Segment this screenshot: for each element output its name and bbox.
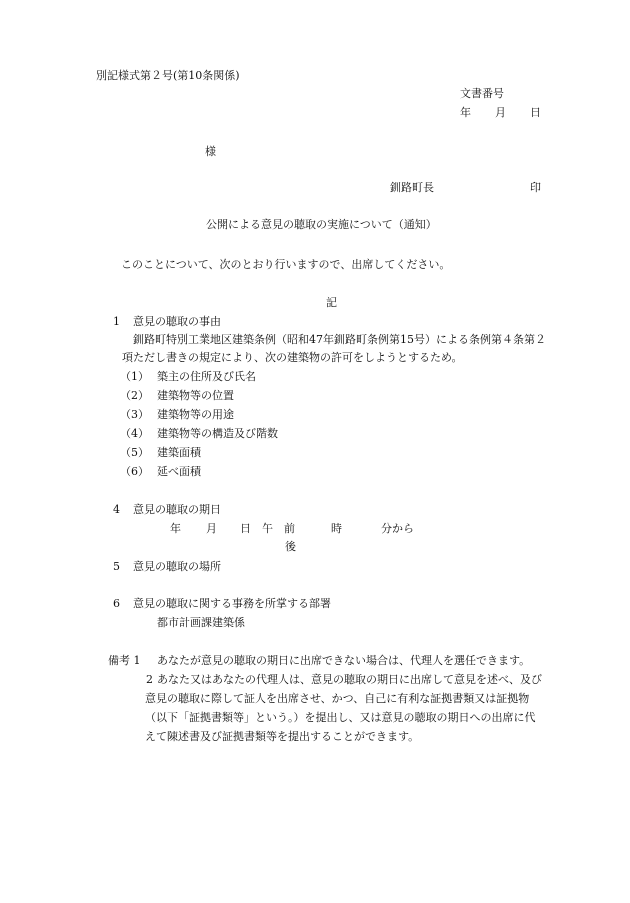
form-label: 別記様式第２号(第10条関係) [96, 69, 240, 82]
remarks-num2: 2 [146, 673, 153, 686]
item4-num: 4 [113, 503, 120, 516]
sender-name: 釧路町長 [390, 181, 434, 194]
ki-heading: 記 [326, 296, 337, 309]
date-month: 月 [495, 106, 506, 119]
item6-num: 6 [113, 597, 120, 610]
item6-label: 意見の聴取に関する事務を所掌する部署 [133, 597, 331, 610]
remarks-note1: あなたが意見の聴取の期日に出席できない場合は、代理人を選任できます。 [157, 654, 531, 667]
item5-label: 意見の聴取の場所 [133, 560, 221, 573]
subitem-text: 建築物等の構造及び階数 [157, 427, 278, 440]
doc-number-label: 文書番号 [460, 87, 504, 100]
item1-num: 1 [113, 315, 120, 328]
item6-dept: 都市計画課建築係 [157, 616, 245, 629]
item4-am: 午 前 [262, 522, 295, 535]
item4-hour: 時 [331, 522, 342, 535]
subitem-text: 延べ面積 [157, 465, 201, 478]
subitem-num: （2） [120, 389, 149, 402]
remarks-note2-line3: （以下「証拠書類等」という。）を提出し、又は意見の聴取の期日への出席に代 [145, 711, 536, 724]
remarks-note2-line1: あなた又はあなたの代理人は、意見の聴取の期日に出席して意見を述べ、及び [157, 673, 542, 686]
item1-body-line1: 釧路町特別工業地区建築条例（昭和47年釧路町条例第15号）による条例第４条第２ [133, 333, 546, 346]
date-year: 年 [460, 106, 471, 119]
subitem-num: （1） [120, 370, 149, 383]
subitem-num: （3） [120, 408, 149, 421]
subitem-num: （6） [120, 465, 149, 478]
subitem-text: 築主の住所及び氏名 [157, 370, 256, 383]
subitem-text: 建築物等の位置 [157, 389, 234, 402]
subitem-num: （5） [120, 446, 149, 459]
item1-body-line2: 項ただし書きの規定により、次の建築物の許可をしようとするため。 [122, 351, 463, 364]
remarks-label: 備考 1 [108, 654, 141, 667]
item5-num: 5 [113, 560, 120, 573]
subitem-text: 建築面積 [157, 446, 201, 459]
item4-minute-from: 分から [381, 522, 414, 535]
item1-label: 意見の聴取の事由 [133, 315, 221, 328]
addressee-suffix: 様 [205, 145, 216, 158]
remarks-note2-line4: えて陳述書及び証拠書類等を提出することができます。 [145, 730, 420, 743]
date-day: 日 [530, 106, 541, 119]
item4-label: 意見の聴取の期日 [133, 503, 221, 516]
subitem-text: 建築物等の用途 [157, 408, 234, 421]
intro-text: このことについて、次のとおり行いますので、出席してください。 [121, 258, 451, 271]
subitem-num: （4） [120, 427, 149, 440]
item4-pm: 後 [285, 540, 296, 553]
seal-mark: 印 [530, 181, 541, 194]
document-title: 公開による意見の聴取の実施について（通知） [206, 218, 437, 231]
item4-day: 日 [240, 522, 251, 535]
remarks-note2-line2: 意見の聴取に際して証人を出席させ、かつ、自己に有利な証拠書類又は証拠物 [145, 692, 530, 705]
item4-year: 年 [170, 522, 181, 535]
item4-month: 月 [206, 522, 217, 535]
